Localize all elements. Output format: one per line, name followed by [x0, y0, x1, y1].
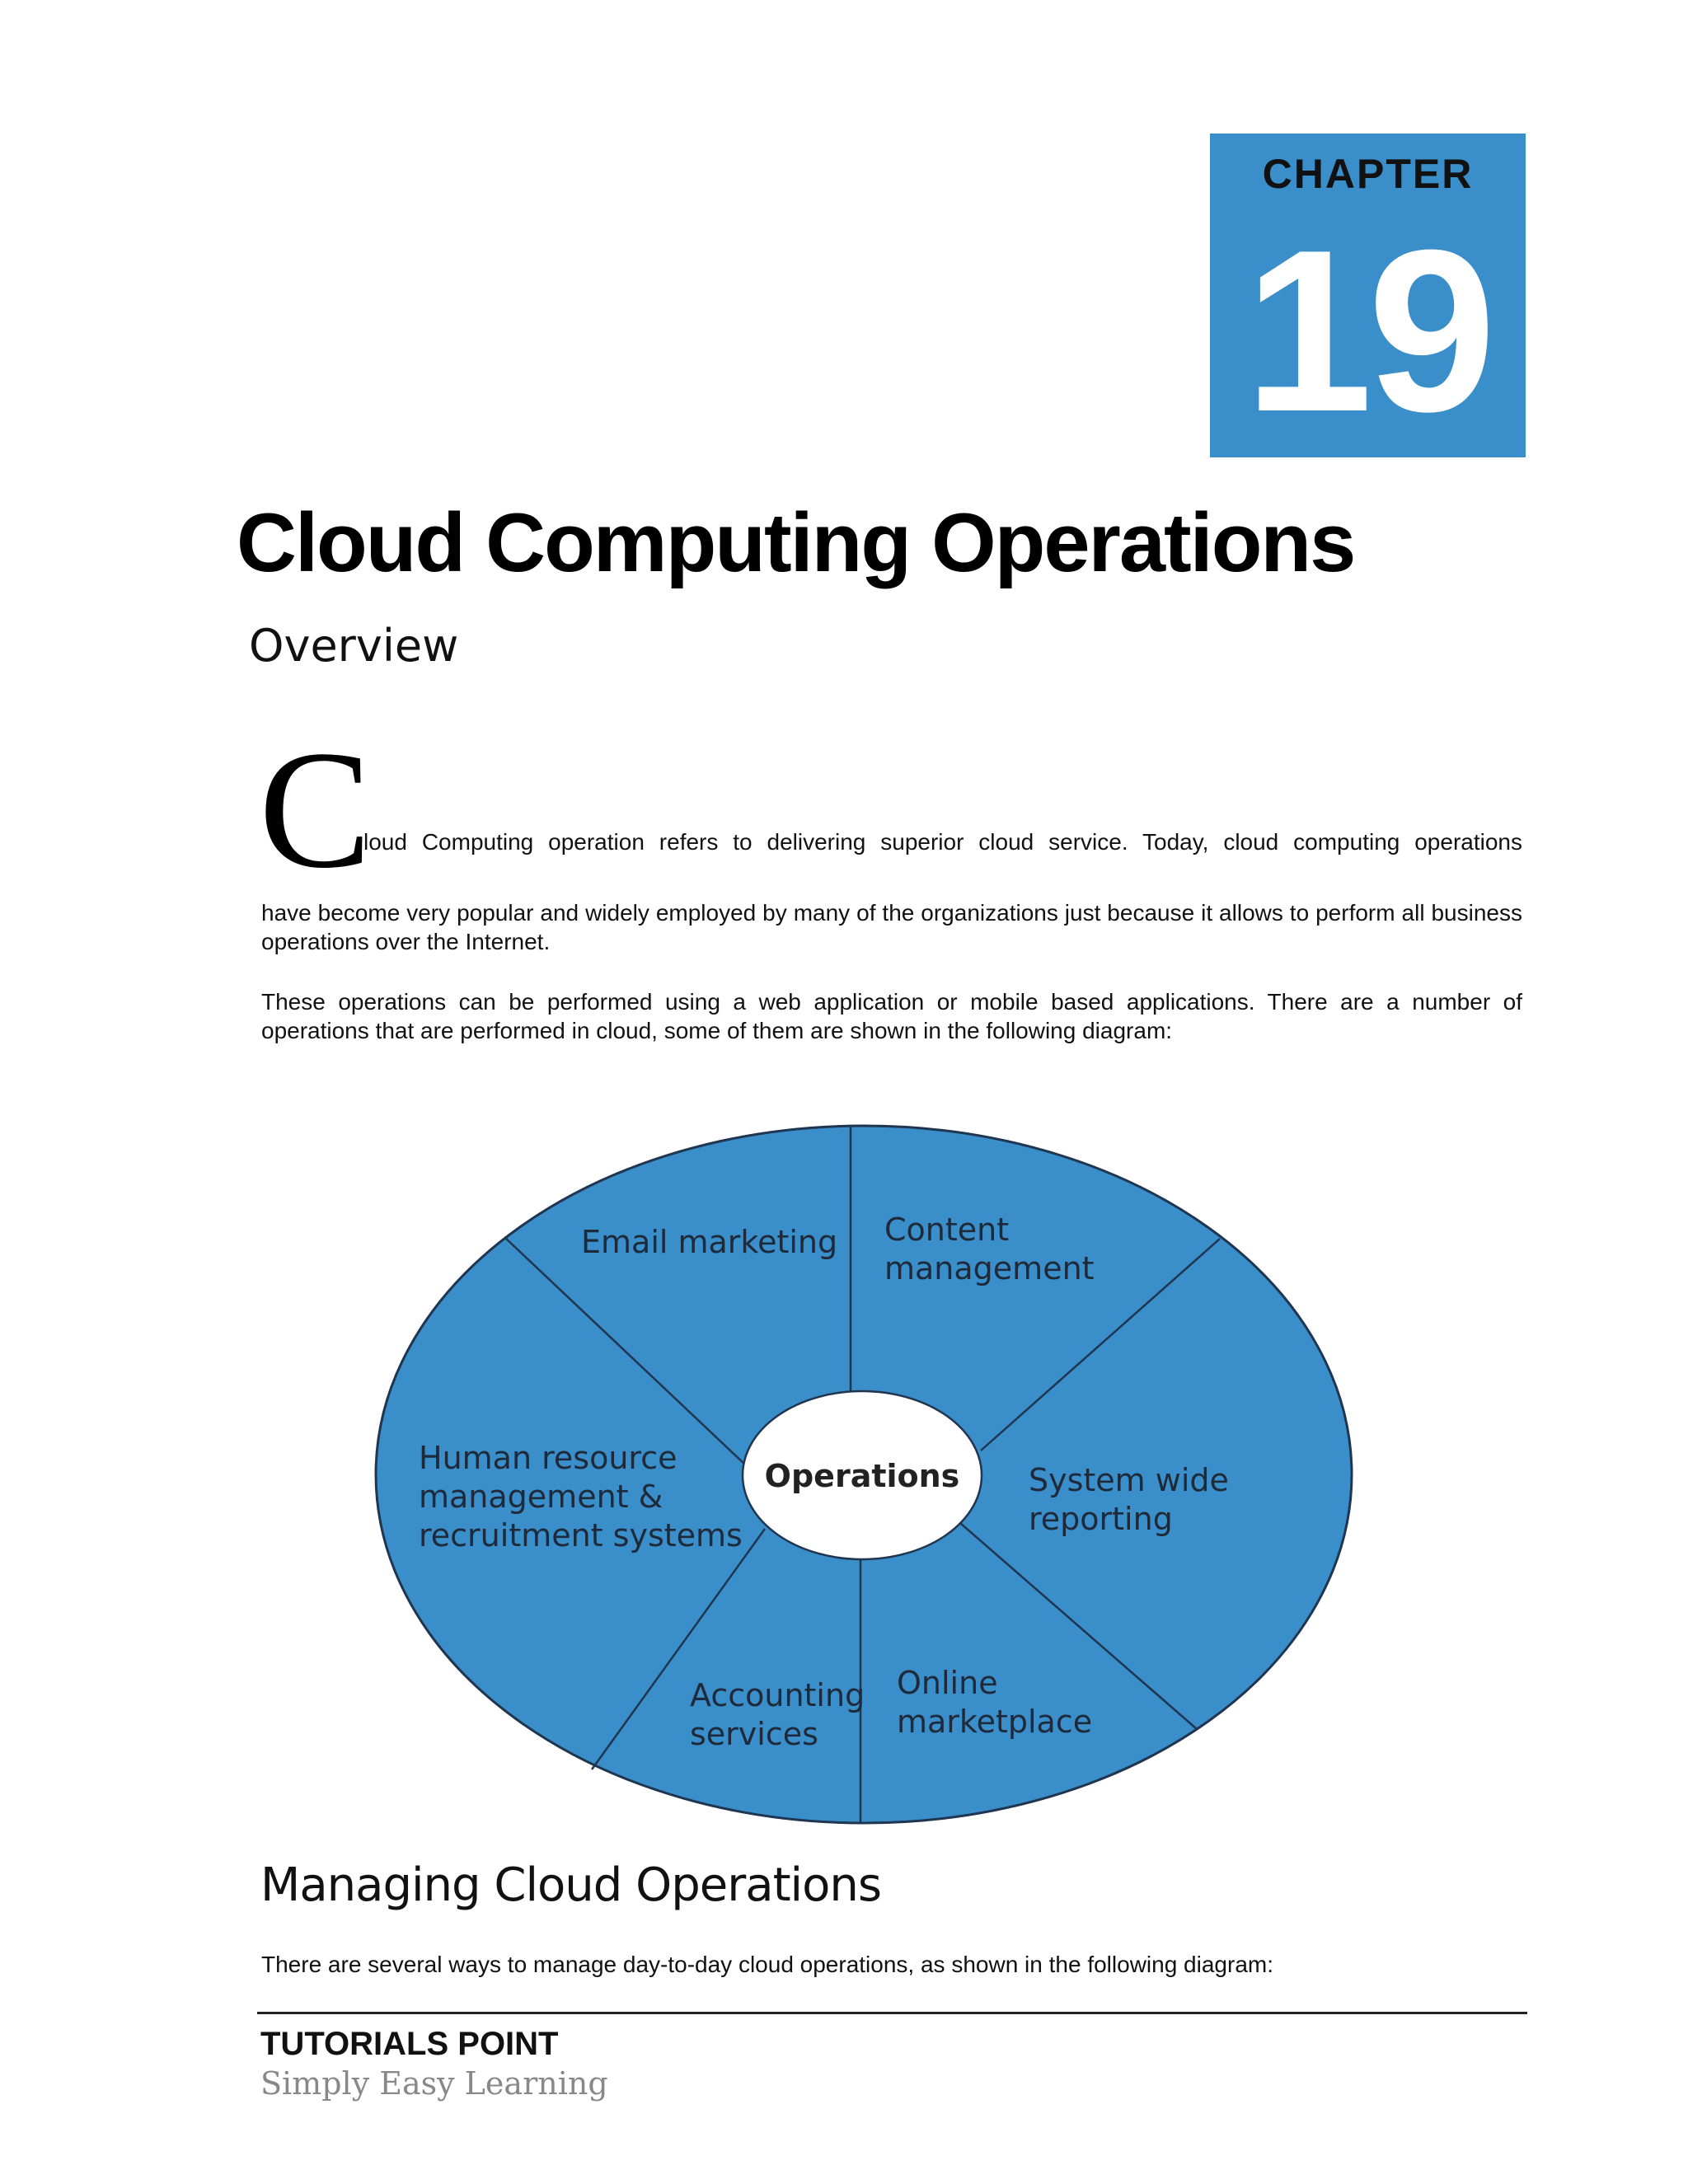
- segment-hr-line-2: management &: [419, 1479, 663, 1515]
- segment-marketplace-line-2: marketplace: [897, 1704, 1093, 1740]
- paragraph-first-line: loud Computing operation refers to delivering superior cloud service. Today, cloud computing operations: [363, 829, 1522, 855]
- drop-cap: C: [259, 716, 372, 903]
- segment-email-line-1: Email marketing: [581, 1224, 838, 1260]
- managing-paragraph: There are several ways to manage day-to-day cloud operations, as shown in the following diagram:: [261, 1952, 1273, 1977]
- segment-accounting-line-2: services: [690, 1716, 818, 1752]
- segment-label-email-marketing: [581, 1224, 837, 1260]
- segment-content-line-2: management: [884, 1250, 1095, 1286]
- operations-diagram-svg: [363, 1117, 1368, 1842]
- footer-tagline: Simply Easy Learning: [260, 2065, 608, 2102]
- segment-hr-line-3: recruitment systems: [419, 1517, 743, 1554]
- operations-diagram: [363, 1117, 1368, 1842]
- page-title: Cloud Computing Operations: [237, 497, 1355, 589]
- center-label: Operations: [764, 1458, 960, 1494]
- chapter-label: CHAPTER: [1262, 151, 1474, 197]
- segment-marketplace-line-1: Online: [897, 1665, 998, 1701]
- segment-reporting-line-2: reporting: [1029, 1501, 1173, 1537]
- footer-divider: [257, 2012, 1527, 2014]
- paragraph-1: have become very popular and widely employed by many of the organizations just because it allows to perform all business operations over the Internet.: [261, 900, 1522, 954]
- footer-brand: TUTORIALS POINT: [260, 2026, 559, 2062]
- segment-hr-line-1: Human resource: [419, 1440, 678, 1476]
- segment-content-line-1: Content: [884, 1212, 1010, 1248]
- section-heading-managing: Managing Cloud Operations: [260, 1858, 882, 1912]
- overview-heading: Overview: [249, 620, 459, 672]
- paragraph-2: These operations can be performed using a web application or mobile based applications. There are a number of operations that are performed in cloud, some of them are shown in the following diagram:: [261, 989, 1522, 1043]
- chapter-badge: [1210, 134, 1526, 460]
- chapter-number: 19: [1244, 203, 1492, 460]
- segment-accounting-line-1: Accounting: [690, 1677, 865, 1713]
- segment-reporting-line-1: System wide: [1029, 1462, 1229, 1498]
